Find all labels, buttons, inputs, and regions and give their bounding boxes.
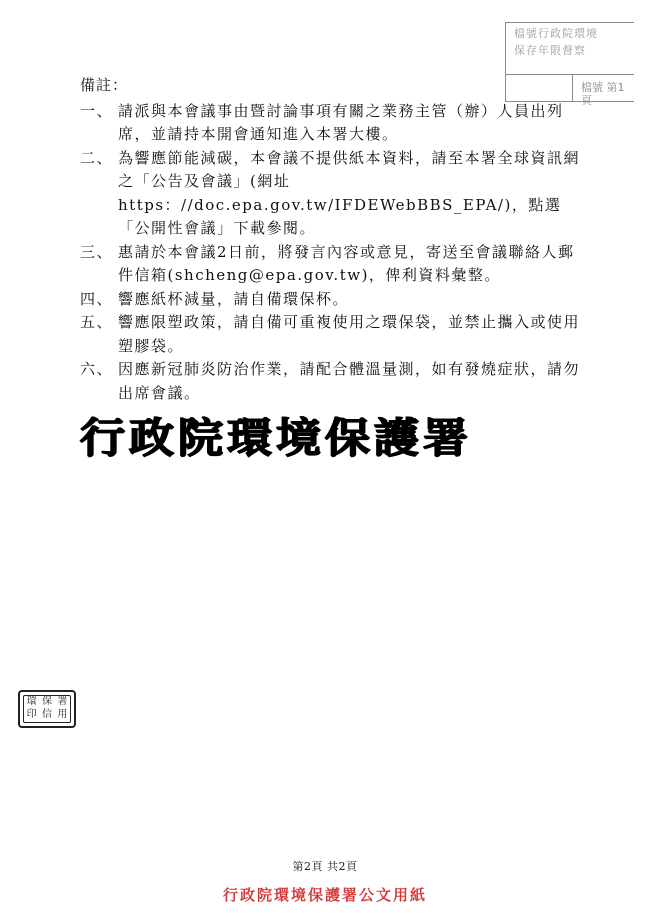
received-stamp-line: 保存年限督察 bbox=[514, 44, 586, 57]
footer-letterhead: 行政院環境保護署公文用紙 bbox=[222, 886, 427, 904]
seal-char: 信 bbox=[41, 709, 52, 720]
seal-char: 環 bbox=[26, 696, 37, 707]
note-item bbox=[80, 288, 585, 312]
received-stamp-line: 檔號行政院環境 bbox=[514, 27, 598, 40]
seal-char: 署 bbox=[57, 696, 68, 707]
page-number: 第2頁 共2頁 bbox=[292, 860, 358, 873]
note-number: 二、 bbox=[80, 148, 114, 167]
note-number: 一、 bbox=[80, 101, 114, 120]
note-text: 響應限塑政策，請自備可重複使用之環保袋，並禁止攜入或使用塑膠袋。 bbox=[118, 313, 581, 355]
note-text: 為響應節能減碳，本會議不提供紙本資料，請至本署全球資訊網之「公告及會議」(網址https：//doc.epa.gov.tw/IFDEWebBBS_EPA/)，點選「公開性會議」下載參閱。 bbox=[118, 148, 581, 237]
note-number: 四、 bbox=[80, 289, 114, 308]
note-item bbox=[80, 358, 585, 405]
note-text: 響應紙杯減量，請自備環保杯。 bbox=[118, 289, 350, 308]
note-number: 六、 bbox=[80, 360, 114, 378]
official-seal bbox=[18, 690, 76, 728]
notes-section bbox=[80, 74, 585, 405]
note-item bbox=[80, 241, 585, 288]
note-item bbox=[80, 311, 585, 358]
note-item bbox=[80, 147, 585, 241]
seal-char: 用 bbox=[57, 709, 68, 720]
note-text: 惠請於本會議2日前，將發言內容或意見，寄送至會議聯絡人郵件信箱(shcheng@epa.gov.tw)，俾利資料彙整。 bbox=[118, 242, 575, 284]
official-seal-inner bbox=[23, 695, 71, 723]
received-stamp-line: 檔號 第1頁 bbox=[581, 81, 625, 107]
note-text: 請派與本會議事由暨討論事項有關之業務主管（辦）人員出列席，並請持本開會通知進入本署大樓。 bbox=[118, 101, 564, 143]
seal-char: 保 bbox=[41, 696, 52, 707]
note-item bbox=[80, 100, 585, 147]
note-text: 因應新冠肺炎防治作業，請配合體溫量測，如有發燒症狀，請勿出席會議。 bbox=[118, 360, 581, 402]
issuer-seal-title: 行政院環境保護署 bbox=[80, 413, 473, 462]
note-number: 五、 bbox=[80, 313, 114, 331]
seal-char: 印 bbox=[26, 709, 37, 720]
notes-heading: 備註： bbox=[80, 76, 129, 94]
note-number: 三、 bbox=[80, 242, 114, 261]
